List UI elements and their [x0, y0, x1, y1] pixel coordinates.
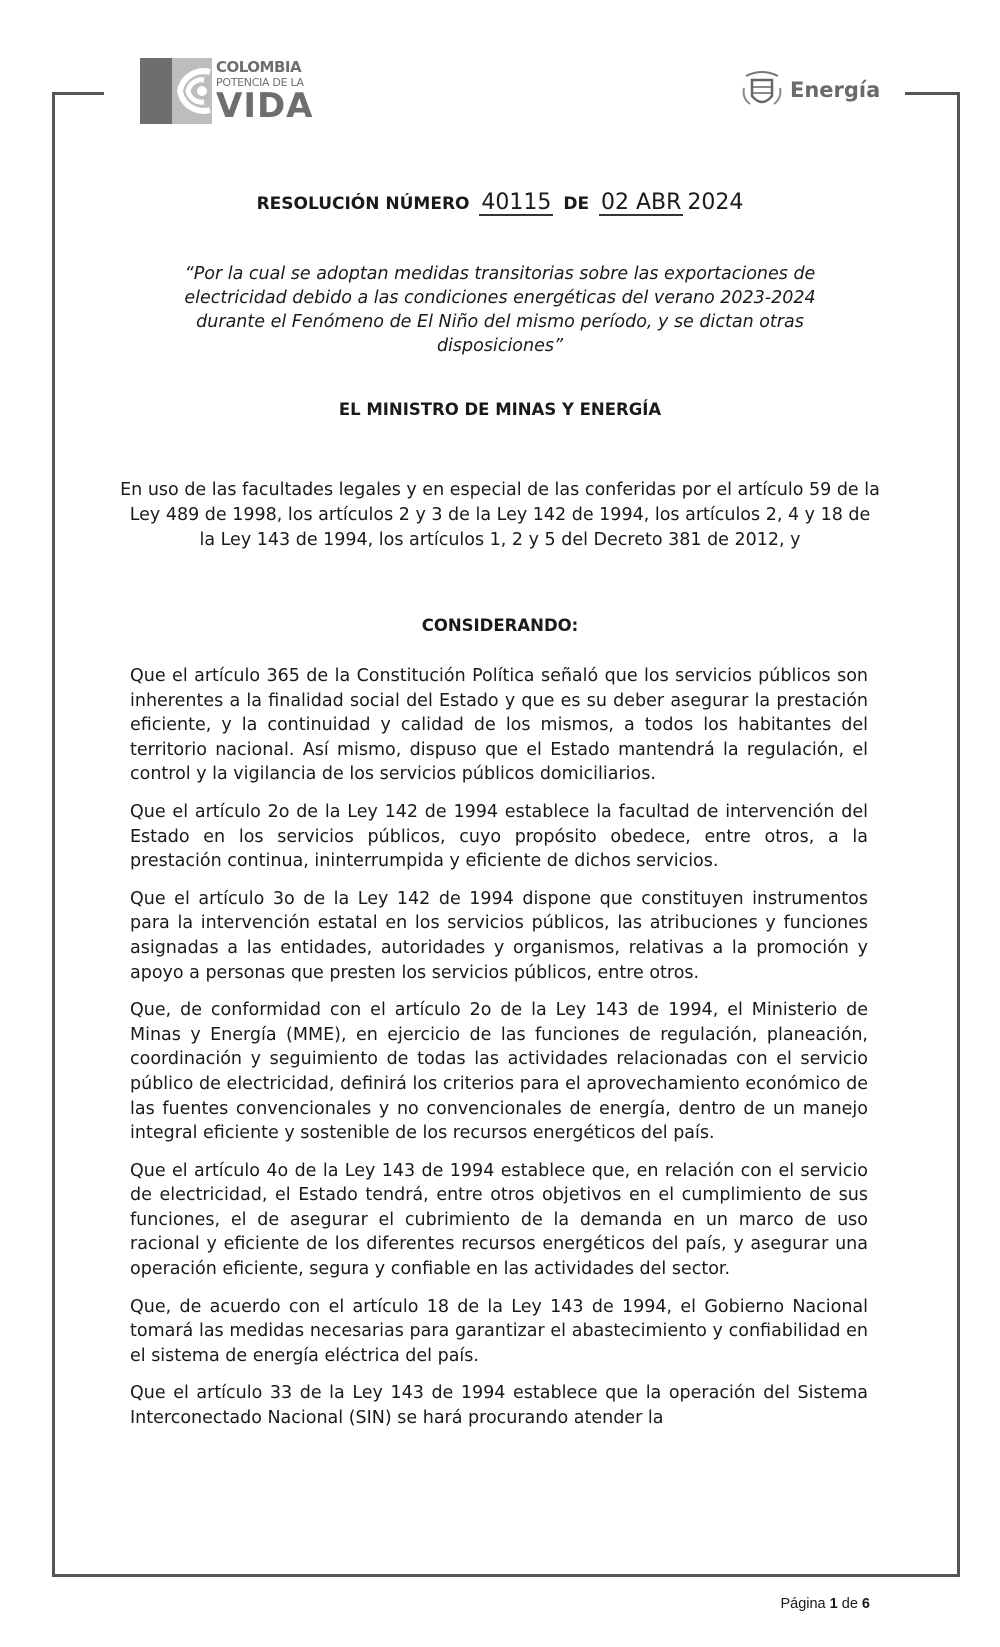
resolution-number: 40115: [481, 190, 552, 215]
frame-top-left: [52, 92, 104, 95]
consideration-paragraph: Que, de acuerdo con el artículo 18 de la Ley 143 de 1994, el Gobierno Nacional tomará las medidas necesarias para garantizar el abastecimiento y confiabilidad en el sistema de energía eléctrica del país.: [130, 1296, 868, 1366]
considerations-body: [130, 664, 868, 1444]
consideration-paragraph: Que el artículo 4o de la Ley 143 de 1994 establece que, en relación con el servicio de electricidad, el Estado tendrá, entre otros objetivos en el cumplimiento de sus funciones, el de asegurar el cubrimiento de la demanda en un marco de uso racional y eficiente de los diferentes recursos energéticos del país, y asegurar una operación eficiente, segura y confiable en las actividades del sector.: [130, 1160, 868, 1280]
page-number: 1: [829, 1596, 838, 1612]
energia-wordmark: Energía: [790, 78, 881, 102]
consideration-paragraph: Que el artículo 2o de la Ley 142 de 1994 establece la facultad de intervención del Estado en los servicios públicos, cuyo propósito obedece, entre otros, a la prestación continua, ininterrumpida y eficiente de dichos servicios.: [130, 801, 868, 872]
resolution-date: 02 ABR: [601, 190, 682, 215]
logo-mark-icon: [140, 58, 212, 124]
considerando-heading: CONSIDERANDO:: [421, 616, 579, 635]
colombia-logo: [140, 58, 314, 124]
consideration-paragraph: Que el artículo 3o de la Ley 142 de 1994 dispone que constituyen instrumentos para la intervención estatal en los servicios públicos, las atribuciones y funciones asignadas a las entidades, autoridades y organismos, relativas a la promoción y apoyo a personas que presten los servicios públicos, entre otros.: [130, 888, 868, 983]
minister-heading: EL MINISTRO DE MINAS Y ENERGÍA: [338, 400, 662, 419]
ministry-logo: [740, 68, 880, 112]
coat-of-arms-icon: [740, 68, 784, 112]
resolution-subtitle: “Por la cual se adoptan medidas transitorias sobre las exportaciones de electricidad debido a las condiciones energéticas del verano 2023-2024 durante el Fenómeno de El Niño del mismo período, y se dictan otras disposiciones”: [184, 264, 816, 356]
resolution-title: [0, 190, 1000, 216]
logo-line-2: POTENCIA DE LA: [216, 75, 304, 89]
page-footer: [780, 1596, 870, 1612]
resolution-label: RESOLUCIÓN NÚMERO: [256, 194, 470, 214]
frame-top-right: [905, 92, 957, 95]
page-total: 6: [861, 1596, 870, 1612]
powers-paragraph: En uso de las facultades legales y en especial de las conferidas por el artículo 59 de la Ley 489 de 1998, los artículos 2 y 3 de la Ley 142 de 1994, los artículos 2, 4 y 18 de la Ley 143 de 1994, los artículos 1, 2 y 5 del Decreto 381 de 2012, y: [120, 480, 880, 550]
page-of-label: de: [841, 1596, 858, 1612]
resolution-de-label: DE: [563, 194, 590, 214]
logo-line-3: VIDA: [216, 85, 314, 126]
consideration-paragraph: Que, de conformidad con el artículo 2o de la Ley 143 de 1994, el Ministerio de Minas y Energía (MME), en ejercicio de las funciones de regulación, planeación, coordinación y seguimiento de todas las actividades relacionadas con el servicio público de electricidad, definirá los criterios para el aprovechamiento económico de las fuentes convencionales y no convencionales de energía, dentro de un manejo integral eficiente y sostenible de los recursos energéticos del país.: [130, 1000, 868, 1144]
resolution-year: 2024: [687, 190, 744, 215]
consideration-paragraph: Que el artículo 33 de la Ley 143 de 1994 establece que la operación del Sistema Interconectado Nacional (SIN) se hará procurando atender la: [130, 1383, 868, 1429]
logo-line-1: COLOMBIA: [216, 57, 302, 76]
logo-wordmark: [216, 57, 314, 126]
page-label: Página: [780, 1596, 826, 1612]
consideration-paragraph: Que el artículo 365 de la Constitución Política señaló que los servicios públicos son inherentes a la finalidad social del Estado y que es su deber asegurar la prestación eficiente, y la continuidad y calidad de los mismos, a todos los habitantes del territorio nacional. Así mismo, dispuso que el Estado mantendrá la regulación, el control y la vigilancia de los servicios públicos domiciliarios.: [130, 666, 868, 785]
